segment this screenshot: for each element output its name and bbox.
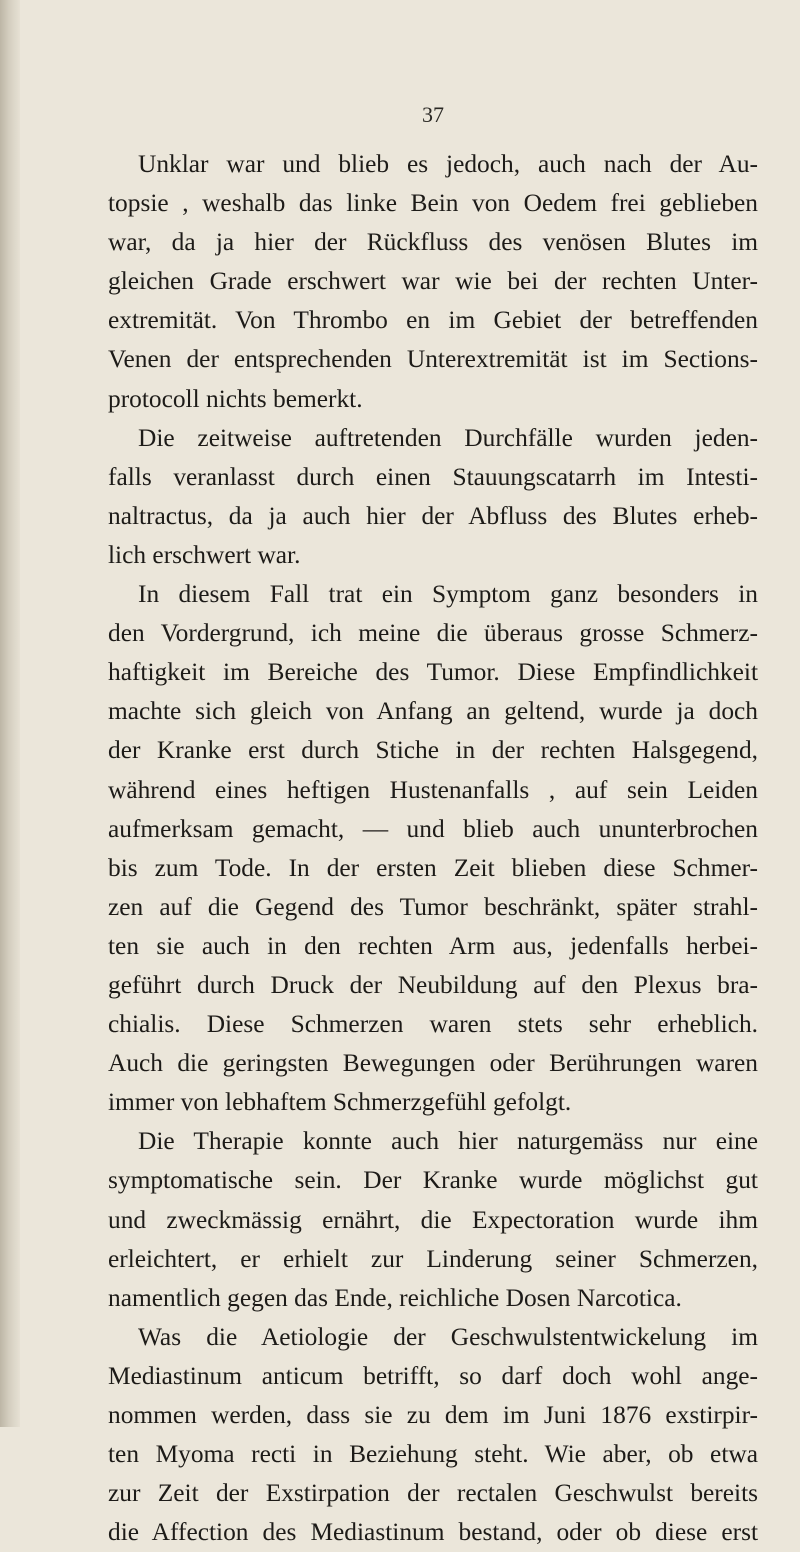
text-line: lich erschwert war. <box>108 540 301 569</box>
text-line: protocoll nichts bemerkt. <box>108 384 363 413</box>
book-page <box>108 0 758 1547</box>
scan-binding-edge <box>0 0 20 1427</box>
text-line: nommen werden, dass sie zu dem im Juni 1876 exstirpir- <box>108 1401 758 1429</box>
text-line: ten Myoma recti in Beziehung steht. Wie aber, ob etwa <box>108 1440 758 1469</box>
text-line: die Affection des Mediastinum bestand, oder ob diese erst <box>108 1518 758 1547</box>
page-body-text <box>108 145 758 1552</box>
text-line: topsie , weshalb das linke Bein von Oedem frei geblieben <box>108 189 758 218</box>
text-line: Die zeitweise auftretenden Durchfälle wurden jeden- <box>138 423 758 452</box>
text-line: gleichen Grade erschwert war wie bei der rechten Unter- <box>108 267 758 296</box>
text-line: während eines heftigen Hustenanfalls , auf sein Leiden <box>108 775 758 804</box>
text-line: Unklar war und blieb es jedoch, auch nach der Au- <box>138 150 758 178</box>
text-line: zen auf die Gegend des Tumor beschränkt, später strahl- <box>108 892 758 921</box>
text-line: haftigkeit im Bereiche des Tumor. Diese Empfindlichkeit <box>108 658 758 687</box>
text-line: extremität. Von Thrombo en im Gebiet der betreffenden <box>108 306 758 335</box>
text-line: Die Therapie konnte auch hier naturgemäss nur eine <box>138 1127 758 1156</box>
text-line: und zweckmässig ernährt, die Expectoration wurde ihm <box>108 1205 758 1234</box>
page-number: 37 <box>422 102 444 127</box>
text-line: In diesem Fall trat ein Symptom ganz besonders in <box>138 580 758 609</box>
text-line: symptomatische sein. Der Kranke wurde möglichst gut <box>108 1166 758 1195</box>
text-line: chialis. Diese Schmerzen waren stets sehr erheblich. <box>108 1010 758 1039</box>
text-line: Venen der entsprechenden Unterextremität ist im Sections- <box>108 345 758 374</box>
text-line: war, da ja hier der Rückfluss des venösen Blutes im <box>108 228 758 257</box>
text-line: bis zum Tode. In der ersten Zeit blieben diese Schmer- <box>108 853 758 882</box>
text-line: geführt durch Druck der Neubildung auf den Plexus bra- <box>108 970 758 999</box>
text-line: zur Zeit der Exstirpation der rectalen Geschwulst bereits <box>108 1479 758 1508</box>
text-line: machte sich gleich von Anfang an geltend, wurde ja doch <box>108 697 758 726</box>
text-line: den Vordergrund, ich meine die überaus grosse Schmerz- <box>108 619 758 648</box>
text-line: der Kranke erst durch Stiche in der rechten Halsgegend, <box>108 736 758 765</box>
text-line: namentlich gegen das Ende, reichliche Dosen Narcotica. <box>108 1283 682 1312</box>
text-line: Auch die geringsten Bewegungen oder Berührungen waren <box>108 1049 758 1078</box>
text-line: Was die Aetiologie der Geschwulstentwickelung im <box>138 1322 758 1351</box>
text-line: erleichtert, er erhielt zur Linderung seiner Schmerzen, <box>108 1244 758 1273</box>
text-line: immer von lebhaftem Schmerzgefühl gefolgt. <box>108 1088 572 1117</box>
text-line: ten sie auch in den rechten Arm aus, jedenfalls herbei- <box>108 931 758 960</box>
text-line: Mediastinum anticum betrifft, so darf doch wohl ange- <box>108 1361 758 1390</box>
text-line: falls veranlasst durch einen Stauungscatarrh im Intesti- <box>108 462 758 491</box>
text-line: aufmerksam gemacht, — und blieb auch ununterbrochen <box>108 814 758 843</box>
text-line: naltractus, da ja auch hier der Abfluss des Blutes erheb- <box>108 501 758 530</box>
